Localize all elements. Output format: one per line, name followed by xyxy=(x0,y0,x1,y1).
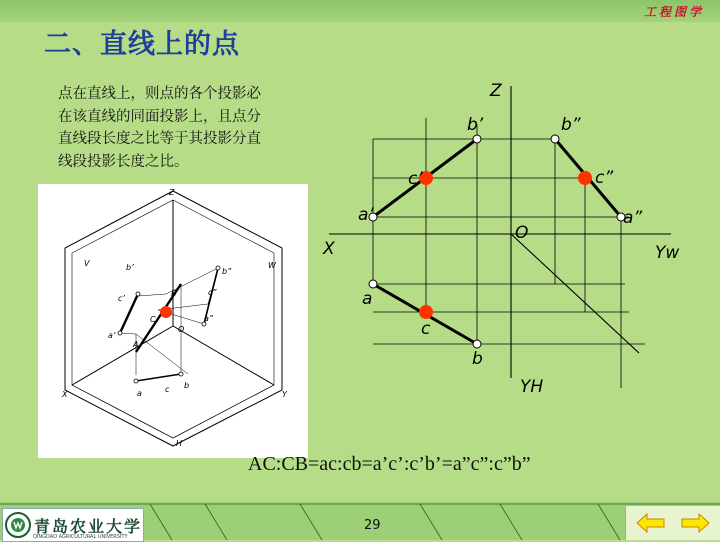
iso-point-C xyxy=(160,306,172,318)
iso-label-v: V xyxy=(84,259,90,268)
course-tag: 工程图学 xyxy=(643,5,704,19)
next-arrow-icon[interactable] xyxy=(678,510,712,536)
body-line: 在该直线的同面投影上，且点分 xyxy=(58,108,261,125)
proj-label-b: b xyxy=(472,349,483,369)
iso-label-x: X xyxy=(62,390,68,399)
iso-label-a2: a” xyxy=(204,314,214,323)
isometric-diagram xyxy=(38,184,308,458)
iso-label-h: H xyxy=(176,439,183,448)
university-logo xyxy=(2,508,144,542)
iso-label-c2: c” xyxy=(208,288,217,297)
nav-controls xyxy=(625,506,720,540)
proj-label-yh: YH xyxy=(520,377,544,397)
slide-title: 二、直线上的点 xyxy=(44,29,240,60)
proj-label-x: X xyxy=(323,239,335,259)
body-line: 直线段长度之比等于其投影分直 xyxy=(58,131,261,147)
iso-label-c1: c’ xyxy=(118,294,125,303)
proj-label-a1: a’ xyxy=(358,205,374,225)
footer-bar xyxy=(0,502,720,540)
iso-label-a1: a’ xyxy=(108,331,116,340)
iso-label-a: a xyxy=(137,389,142,398)
body-text xyxy=(58,83,314,173)
iso-label-b: b xyxy=(184,381,190,390)
body-line: 线段投影长度之比。 xyxy=(58,153,189,170)
iso-label-C: C xyxy=(150,315,156,324)
university-name-en: QINGDAO AGRICULTURAL UNIVERSITY xyxy=(33,534,128,540)
iso-label-y: Y xyxy=(282,390,287,399)
proj-label-b1: b’ xyxy=(467,115,484,135)
iso-label-b1: b’ xyxy=(126,263,134,272)
iso-label-B: B xyxy=(171,289,177,298)
proj-label-a: a xyxy=(362,289,373,309)
previous-arrow-icon[interactable] xyxy=(634,510,668,536)
iso-line-ab xyxy=(136,374,181,381)
proj-point-c xyxy=(419,305,433,319)
iso-label-z: Z xyxy=(169,188,175,197)
iso-label-b2: b” xyxy=(222,267,232,276)
proj-label-c: c xyxy=(421,319,431,339)
iso-axis-x xyxy=(72,326,173,385)
iso-label-c: c xyxy=(165,385,170,394)
ratio-equation: AC:CB=ac:cb=a’c’:c’b’=a”c”:c”b” xyxy=(248,453,531,475)
proj-label-b2: b” xyxy=(561,115,581,135)
iso-h-plane-edge xyxy=(72,385,274,438)
iso-label-A: A xyxy=(133,340,139,349)
body-line: 点在直线上，则点的各个投影必 xyxy=(58,86,261,102)
proj-label-z: Z xyxy=(490,81,502,101)
iso-label-o: O xyxy=(178,325,185,334)
university-emblem-icon xyxy=(5,512,31,538)
projection-diagram xyxy=(315,68,720,408)
proj-label-c2: c” xyxy=(595,168,614,188)
proj-point-c2 xyxy=(578,171,592,185)
page-number: 29 xyxy=(364,518,381,533)
top-strip xyxy=(0,0,720,22)
proj-label-o: O xyxy=(515,223,529,243)
proj-axis-yh-diag xyxy=(511,234,639,353)
iso-axis-y xyxy=(173,326,274,385)
proj-label-a2: a” xyxy=(623,208,643,228)
iso-label-w: W xyxy=(268,261,276,270)
proj-label-yw: Yw xyxy=(655,243,680,263)
proj-label-c1: c’ xyxy=(408,169,423,189)
university-name: 青岛农业大学 xyxy=(34,516,143,536)
